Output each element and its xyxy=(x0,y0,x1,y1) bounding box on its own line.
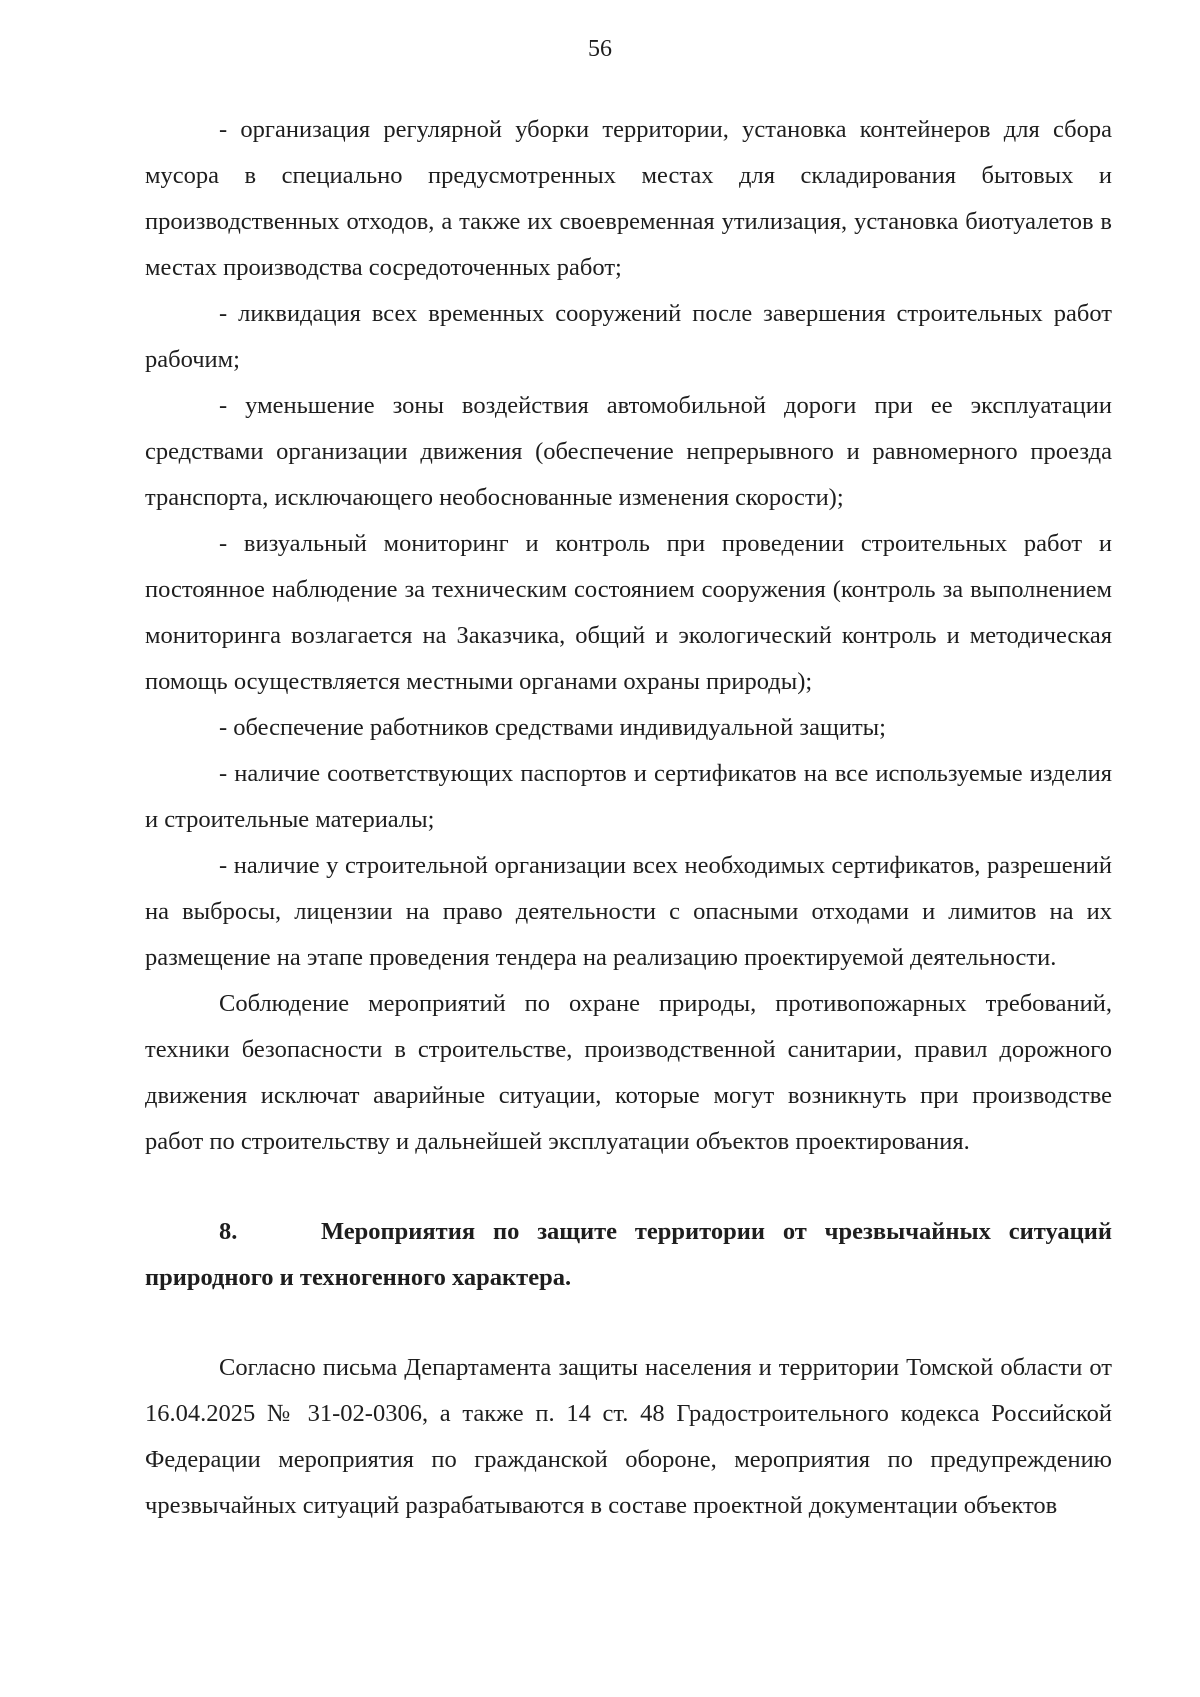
paragraph-safety-compliance: Соблюдение мероприятий по охране природы, противопожарных требований, техники безопасности в строительстве, производственной санитарии, правил дорожного движения исключат аварийные ситуации, которые могут возникнуть при производстве работ по строительству и дальнейшей эксплуатации объектов проектирования. xyxy=(145,990,1112,1155)
paragraph-permits: - наличие у строительной организации всех необходимых сертификатов, разрешений на выбросы, лицензии на право деятельности с опасными отходами и лимитов на их размещение на этапе проведения тендера на реализацию проектируемой деятельности. xyxy=(145,852,1112,971)
section-number: 8. xyxy=(219,1218,238,1245)
paragraph-temporary-structures: - ликвидация всех временных сооружений после завершения строительных работ рабочим; xyxy=(145,300,1112,373)
paragraph-protective-equipment: - обеспечение работников средствами индивидуальной защиты; xyxy=(219,714,886,741)
paragraph-monitoring: - визуальный мониторинг и контроль при проведении строительных работ и постоянное наблюдение за техническим состоянием сооружения (контроль за выполнением мониторинга возлагается на Заказчика, общий и экологический контроль и методическая помощь осуществляется местными органами охраны природы); xyxy=(145,530,1112,695)
paragraph-road-impact: - уменьшение зоны воздействия автомобильной дороги при ее эксплуатации средствами организации движения (обеспечение непрерывного и равномерного проезда транспорта, исключающего необоснованные изменения скорости); xyxy=(145,392,1112,511)
section-heading xyxy=(145,1209,1112,1301)
document-body xyxy=(145,107,1112,1529)
paragraph-waste-cleanup: - организация регулярной уборки территории, установка контейнеров для сбора мусора в специально предусмотренных местах для складирования бытовых и производственных отходов, а также их своевременная утилизация, установка биотуалетов в местах производства сосредоточенных работ; xyxy=(145,116,1112,281)
section-title: Мероприятия по защите территории от чрезвычайных ситуаций природного и техногенного характера. xyxy=(145,1218,1112,1291)
page-number: 56 xyxy=(588,36,612,62)
paragraph-certificates: - наличие соответствующих паспортов и сертификатов на все используемые изделия и строительные материалы; xyxy=(145,760,1112,833)
paragraph-emergency-measures: Согласно письма Департамента защиты населения и территории Томской области от 16.04.2025 № 31-02-0306, а также п. 14 ст. 48 Градостроительного кодекса Российской Федерации мероприятия по гражданской обороне, мероприятия по предупреждению чрезвычайных ситуаций разрабатываются в составе проектной документации объектов xyxy=(145,1354,1112,1519)
